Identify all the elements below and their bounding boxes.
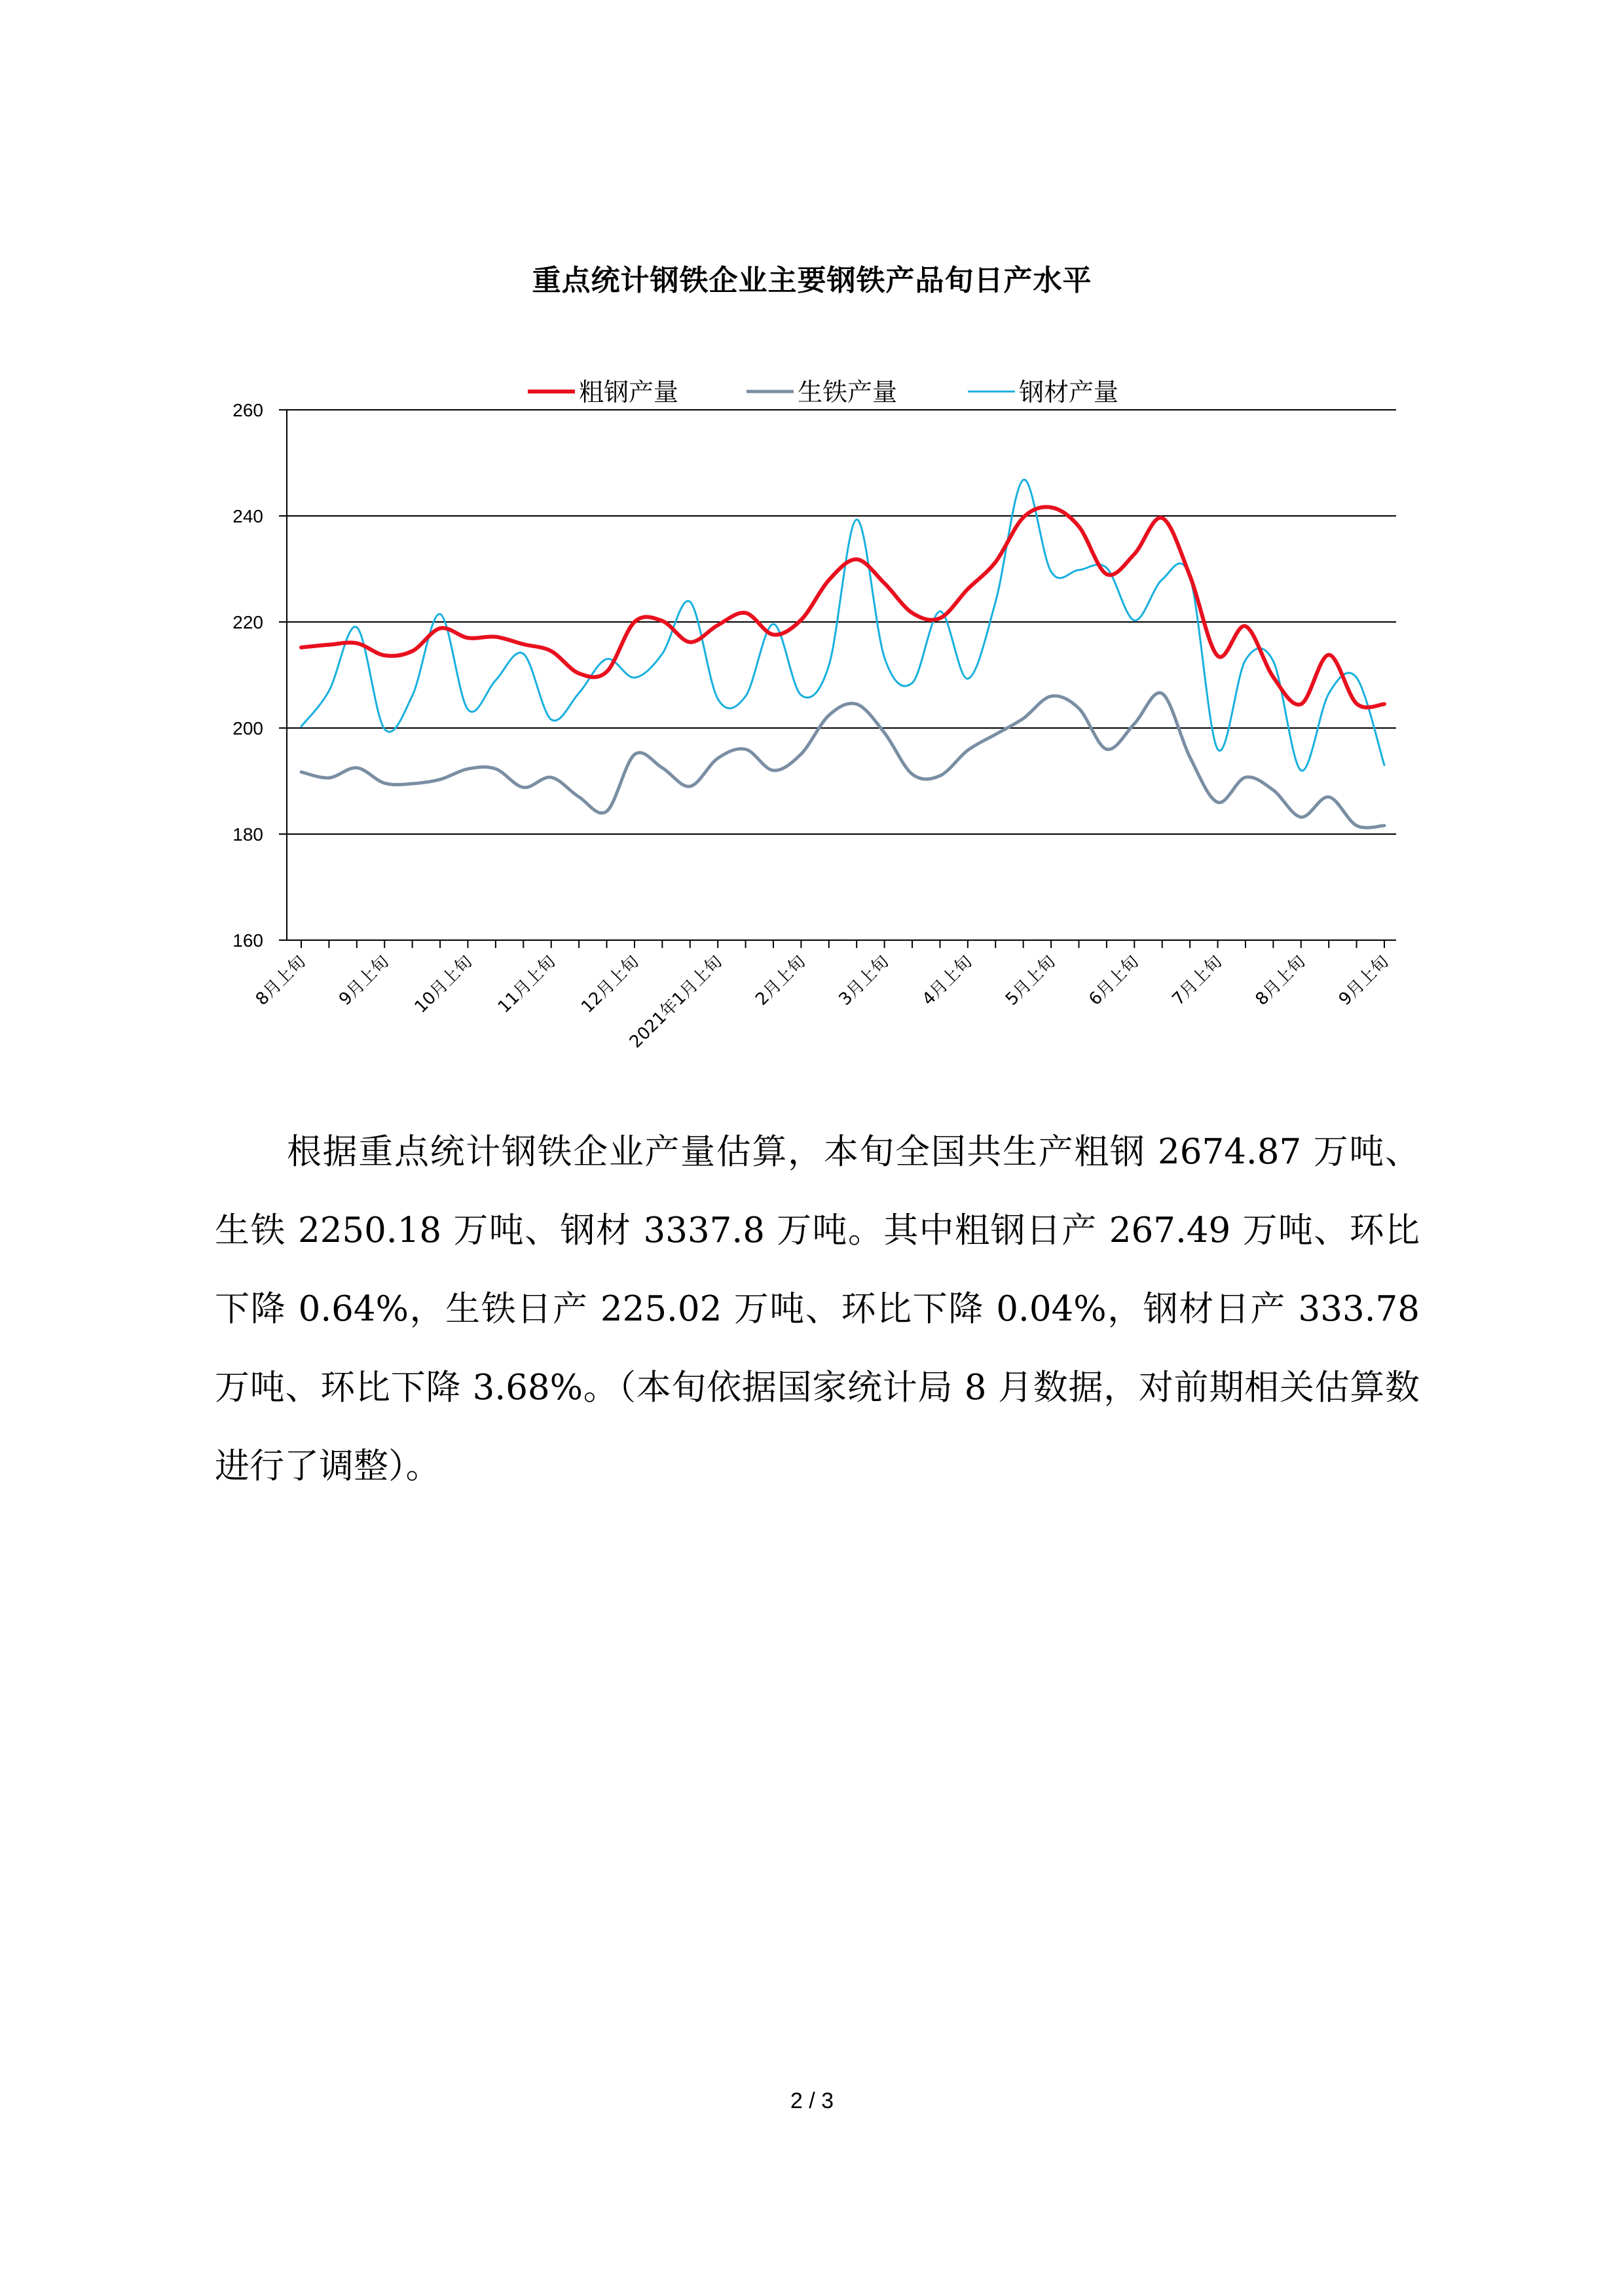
x-tick-label: 10月上旬 (411, 951, 477, 1017)
legend-label: 生铁产量 (798, 378, 898, 407)
y-tick-label: 260 (232, 400, 263, 420)
chart-legend (528, 378, 1118, 407)
y-tick-label: 180 (232, 824, 263, 845)
x-tick-label: 2月上旬 (752, 951, 810, 1010)
x-tick-label: 12月上旬 (578, 951, 643, 1017)
line-chart (0, 0, 1624, 1113)
y-tick-label: 200 (232, 718, 263, 738)
series-line-1 (301, 507, 1384, 707)
chart-title: 重点统计钢铁企业主要钢铁产品旬日产水平 (532, 264, 1092, 297)
x-tick-label: 8月上旬 (251, 951, 310, 1010)
x-tick-label: 7月上旬 (1168, 951, 1227, 1010)
chart-axes (232, 400, 1396, 1052)
x-tick-label: 11月上旬 (494, 951, 560, 1017)
x-tick-label: 8月上旬 (1251, 951, 1310, 1010)
chart-grid (287, 410, 1396, 834)
x-tick-label: 5月上旬 (1001, 951, 1060, 1010)
chart-series (301, 480, 1384, 828)
y-tick-label: 220 (232, 612, 263, 632)
x-tick-label: 9月上旬 (1335, 951, 1393, 1010)
x-tick-label: 4月上旬 (918, 951, 976, 1010)
x-tick-label: 3月上旬 (835, 951, 893, 1010)
x-tick-label: 9月上旬 (335, 951, 394, 1010)
y-tick-label: 160 (232, 930, 263, 951)
series-line-3 (301, 480, 1384, 771)
x-tick-label: 6月上旬 (1085, 951, 1143, 1010)
legend-label: 钢材产量 (1019, 378, 1119, 407)
y-tick-label: 240 (232, 506, 263, 526)
series-line-2 (301, 693, 1384, 828)
legend-label: 粗钢产量 (579, 378, 679, 407)
x-tick-label: 2021年1月上旬 (625, 951, 727, 1052)
summary-paragraph: 根据重点统计钢铁企业产量估算，本旬全国共生产粗钢 2674.87 万吨、生铁 2250.18 万吨、钢材 3337.8 万吨。其中粗钢日产 267.49 万吨、环比下降 0.64%，生铁日产 225.02 万吨、环比下降 0.04%，钢材日产 333.78 万吨、环比下降 3.68%。（本旬依据国家统计局 8 月数据，对前期相关估算数进行了调整）。 (215, 1132, 1420, 1486)
page-number: 2 / 3 (790, 2088, 834, 2113)
